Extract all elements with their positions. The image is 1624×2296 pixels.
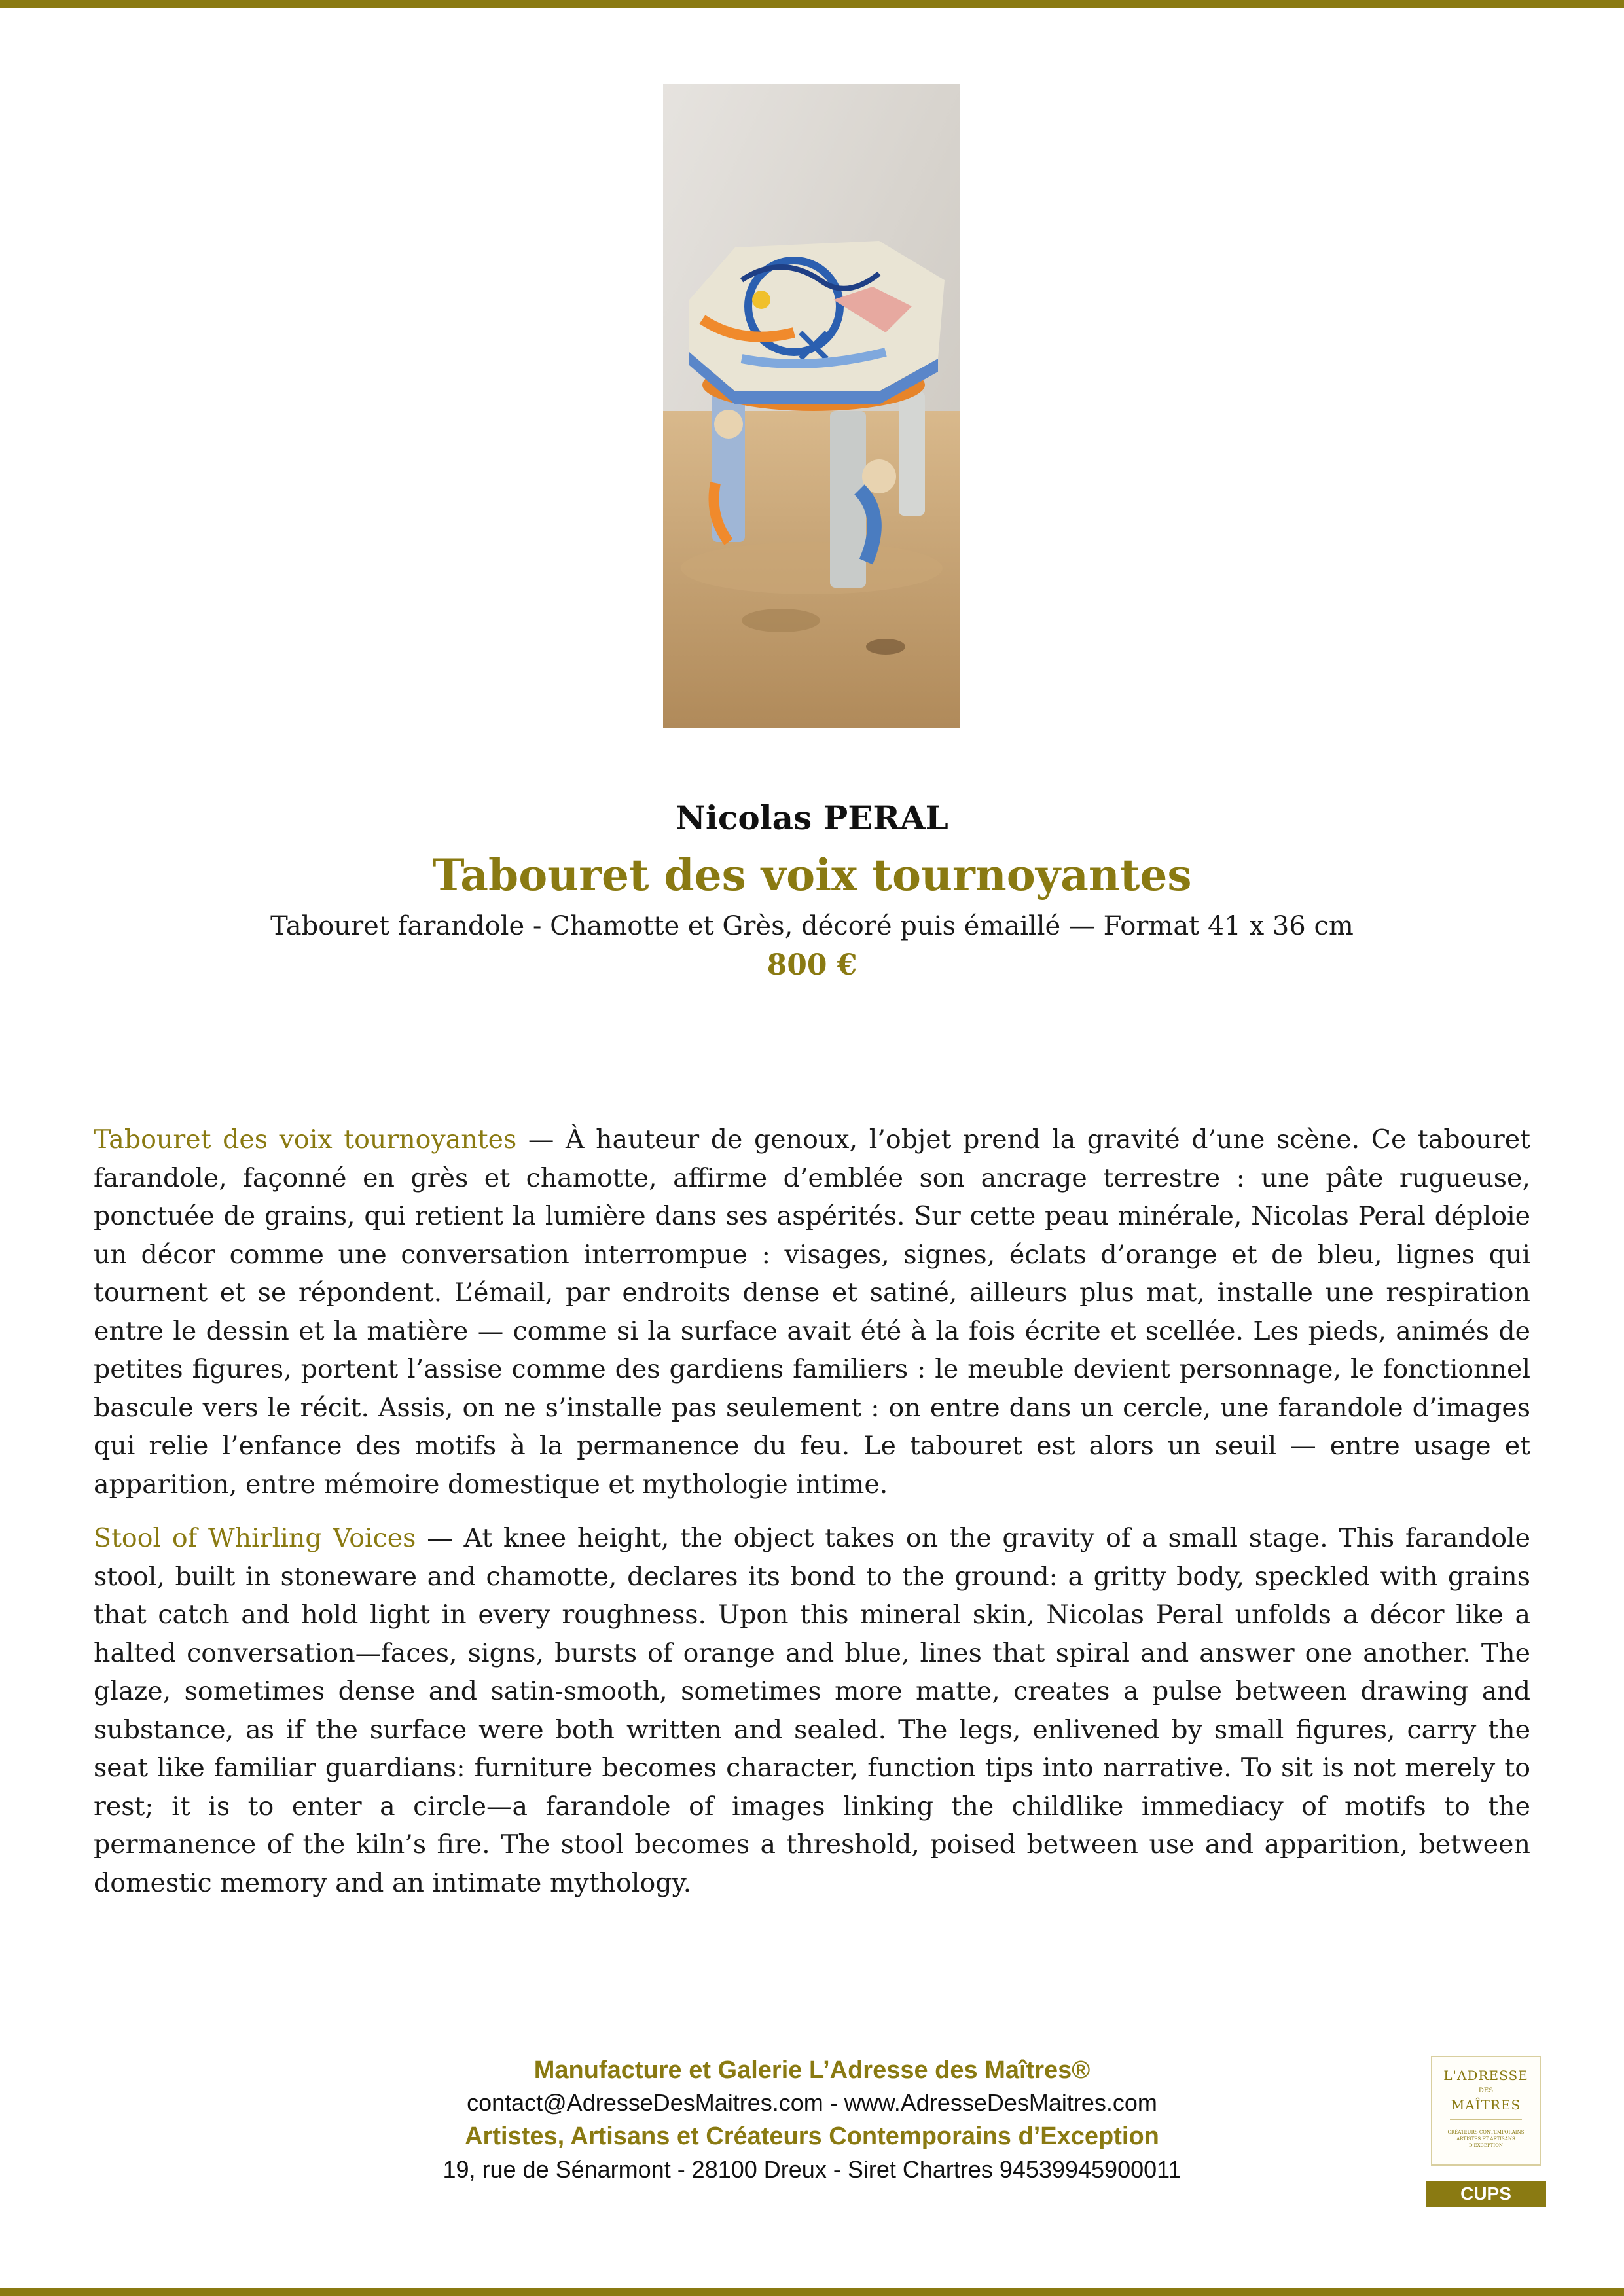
stool-illustration: [663, 84, 960, 728]
bottom-rule: [0, 2288, 1624, 2296]
gallery-logo: [1431, 2056, 1541, 2166]
artwork-subtitle: Tabouret farandole - Chamotte et Grès, décoré puis émaillé — Format 41 x 36 cm: [270, 911, 1354, 941]
logo-divider: [1450, 2119, 1522, 2120]
description-english: [94, 1519, 1530, 1902]
footer-tagline: Artistes, Artisans et Créateurs Contemporains d’Exception: [465, 2123, 1159, 2150]
logo-line-3: MAÎTRES: [1451, 2097, 1521, 2113]
description-french-lead: Tabouret des voix tournoyantes: [94, 1124, 517, 1155]
artwork-description: [94, 1121, 1530, 1918]
description-french: [94, 1121, 1530, 1503]
cups-badge: CUPS: [1426, 2181, 1546, 2207]
footer-company: Manufacture et Galerie L’Adresse des Maîtres®: [533, 2056, 1091, 2084]
description-french-text: — À hauteur de genoux, l’objet prend la gravité d’une scène. Ce tabouret farandole, façonné en grès et chamotte, affirme d’emblée son ancrage terrestre : une pâte rugueuse, ponctuée de grains, qui retient la lumière dans ses aspérités. Sur cette peau minérale, Nicolas Peral déploie un décor comme une conversation interrompue : visages, signes, éclats d’orange et de bleu, lignes qui tournent et se répondent. L’émail, par endroits dense et satiné, ailleurs plus mat, installe une respiration entre le dessin et la matière — comme si la surface avait été à la fois écrite et scellée. Les pieds, animés de petites figures, portent l’assise comme des gardiens familiers : le meuble devient personnage, le fonctionnel bascule vers le récit. Assis, on ne s’installe pas seulement : on entre dans un cercle, une farandole d’images qui relie l’enfance des motifs à la permanence du feu. Le tabouret est alors un seuil — entre usage et apparition, entre mémoire domestique et mythologie intime.: [94, 1124, 1530, 1499]
logo-line-4: CRÉATEURS CONTEMPORAINS ARTISTES ET ARTISANS D'EXCEPTION: [1447, 2130, 1525, 2148]
description-english-text: — At knee height, the object takes on the gravity of a small stage. This farandole stool, built in stoneware and chamotte, declares its bond to the ground: a gritty body, speckled with grains that catch and hold light in every roughness. Upon this mineral skin, Nicolas Peral unfolds a décor like a halted conversation—faces, signs, bursts of orange and blue, lines that spiral and answer one another. The glaze, sometimes dense and satin-smooth, sometimes more matte, creates a pulse between drawing and substance, as if the surface were both written and sealed. The legs, enlivened by small figures, carry the seat like familiar guardians: furniture becomes character, function tips into narrative. To sit is not merely to rest; it is to enter a circle—a farandole of images linking the childlike immediacy of motifs to the permanence of the kiln’s fire. The stool becomes a threshold, poised between use and apparition, between domestic memory and an intimate mythology.: [94, 1523, 1531, 1898]
artwork-title: Tabouret des voix tournoyantes: [432, 850, 1192, 901]
artwork-header: [0, 795, 1624, 985]
artwork-price: 800 €: [767, 948, 857, 982]
logo-line-2: DES: [1478, 2087, 1494, 2094]
description-english-lead: Stool of Whirling Voices: [94, 1523, 416, 1553]
product-photo: [663, 84, 960, 728]
footer: [0, 2054, 1624, 2186]
footer-address: 19, rue de Sénarmont - 28100 Dreux - Siret Chartres 94539945900011: [442, 2156, 1182, 2183]
top-rule: [0, 0, 1624, 8]
footer-contact[interactable]: contact@AdresseDesMaitres.com - www.AdresseDesMaitres.com: [467, 2089, 1157, 2116]
artist-name: Nicolas PERAL: [676, 798, 948, 837]
logo-line-1: L'ADRESSE: [1443, 2068, 1528, 2083]
